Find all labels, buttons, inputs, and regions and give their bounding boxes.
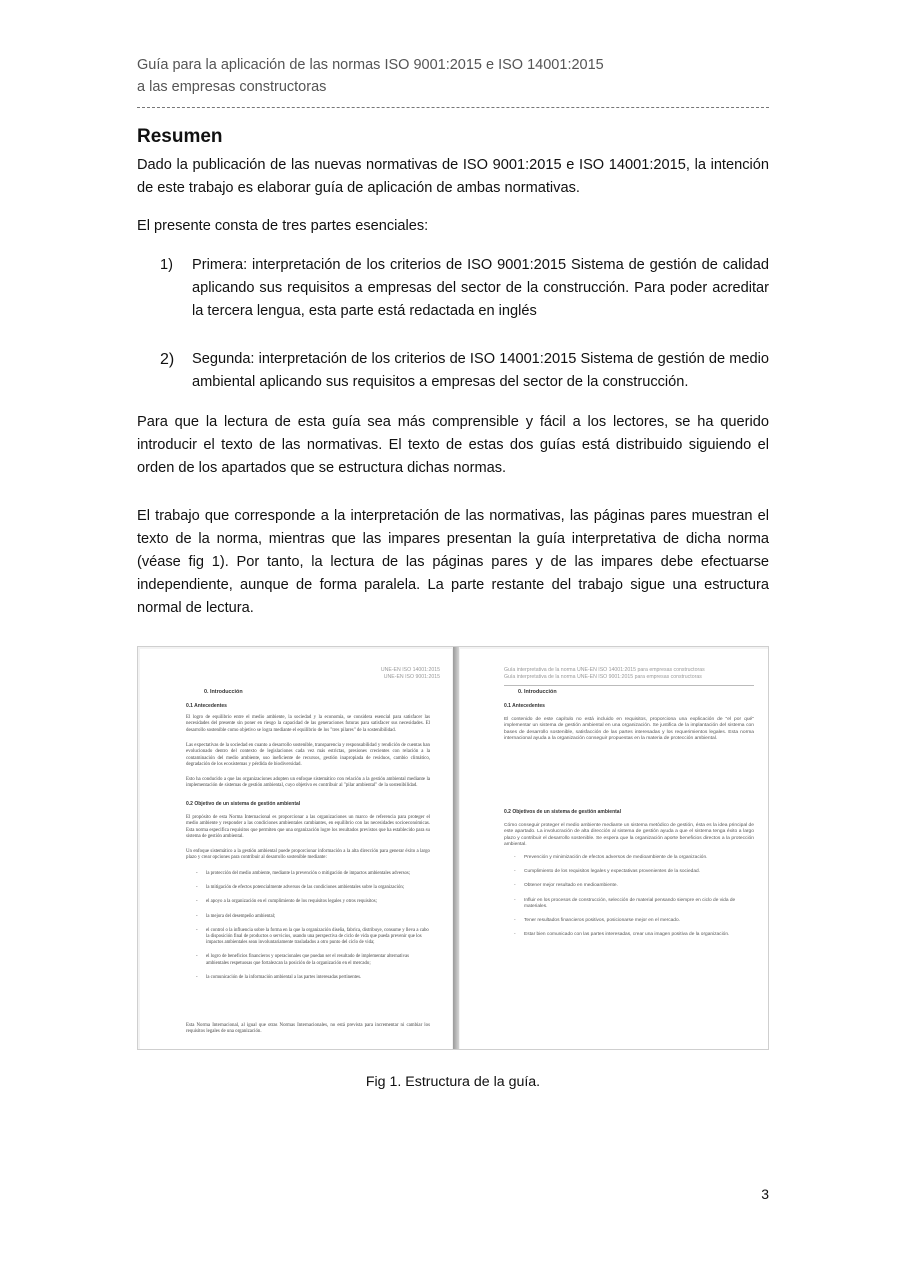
list-item xyxy=(160,348,769,394)
mini-paragraph: Un enfoque sistemático a la gestión ambiental puede proporcionar información a la alta dirección para generar éxito a largo plazo y crear opciones para contribuir al desarrollo sostenible mediante: xyxy=(186,849,430,861)
figure-spine xyxy=(453,647,459,1050)
mini-header: UNE-EN ISO 14001:2015 UNE-EN ISO 9001:2015 xyxy=(380,667,440,680)
list-item-number: 1) xyxy=(160,257,173,273)
mini-paragraph: Las expectativas de la sociedad en cuanto a desarrollo sostenible, transparencia y responsabilidad y rendición de cuentas han evolucionado dentro del contexto de legislaciones cada vez más estrictas, presiones crecientes con relación a la contaminación del medio ambiente, uso ineficiente de recursos, gestión inapropiada de residuos, cambio climático, degradación de los ecosistemas y pérdida de biodiversidad. xyxy=(186,743,430,768)
mini-divider xyxy=(504,685,754,686)
mini-paragraph: El contenido de este capítulo no está incluido en requisitos, proporciona una explicación de "el por qué" implementar un sistema de gestión ambiental en una organización. Se justifica de la implantación del sistema con bases de desarrollo sostenible, satisfacción de las partes interesadas y los requerimientos legales. Esta norma internacional ayuda a la organización conseguir propuestas en la materia de protección ambiental. xyxy=(504,717,754,742)
mini-bullet: - la mitigación de efectos potencialmente adversos de las condiciones ambientales sobre la organización; xyxy=(194,885,430,891)
list-item xyxy=(160,254,769,323)
page-number: 3 xyxy=(761,1186,769,1202)
mini-bullet: - el apoyo a la organización en el cumplimiento de los requisitos legales y otros requisitos; xyxy=(194,899,430,905)
section-title: Resumen xyxy=(137,126,223,147)
list-item-text: Primera: interpretación de los criterios de ISO 9001:2015 Sistema de gestión de calidad aplicando sus requisitos a empresas del sector de la construcción. Para poder acreditar la tercera lengua, esta parte está redactada en inglés xyxy=(192,257,769,319)
list-item-text: Segunda: interpretación de los criterios de ISO 14001:2015 Sistema de gestión de medio ambiental aplicando sus requisitos a empresas del sector de la construcción. xyxy=(192,351,769,390)
mini-bullet: - Estar bien comunicado con las partes interesadas, crear una imagen positiva de la organización. xyxy=(512,932,754,938)
mini-paragraph: Esta Norma Internacional, al igual que otras Normas Internacionales, no está prevista para incrementar ni cambiar los requisitos legales de una organización. xyxy=(186,1023,430,1035)
mini-bullet: - Prevención y minimización de efectos adversos de medioambiente de la organización. xyxy=(512,855,754,861)
mini-paragraph: El logro de equilibrio entre el medio ambiente, la sociedad y la economía, se considera esencial para satisfacer las necesidades del presente sin poner en riesgo la capacidad de las generaciones futuras para satisfacer sus necesidades. El desarrollo sostenible como objetivo se logra mediante el equilibrio de los "tres pilares" de la sostenibilidad. xyxy=(186,715,430,733)
header-line-1: Guía para la aplicación de las normas ISO 9001:2015 e ISO 14001:2015 xyxy=(137,57,604,73)
mini-paragraph: Cómo conseguir proteger el medio ambiente mediante un sistema metódico de gestión, ésta es la idea principal de este apartado. La involucración de alta dirección al sistema de gestión ayuda a que el sistema tenga éxito a largo plazo y contribuir el desarrollo sostenible. Se espera que la organización aporte beneficios directos a la protección ambiental. xyxy=(504,823,754,848)
mini-bullet: - Influir en los procesos de construcción, selección de material pensando siempre en ciclo de vida de materiales. xyxy=(512,898,754,910)
paragraph-reading: Para que la lectura de esta guía sea más comprensible y fácil a los lectores, se ha querido introducir el texto de las normativas. El texto de estas dos guías está distribuido siguiendo el orden de los apartados que se estructura dichas normas. xyxy=(137,414,769,476)
mini-bullet: - Cumplimiento de los requisitos legales y expectativas provenientes de la sociedad. xyxy=(512,869,754,875)
paragraph-parts: El presente consta de tres partes esenciales: xyxy=(137,218,429,234)
figure-left-page xyxy=(140,649,452,1049)
paragraph-structure: El trabajo que corresponde a la interpretación de las normativas, las páginas pares muestran el texto de la norma, mientras que las impares presentan la guía interpretativa de dicha norma (véase fig 1). Por tanto, la lectura de las páginas pares y de las impares debe efectuarse independiente, aunque de forma paralela. La parte restante del trabajo sigue una estructura normal de lectura. xyxy=(137,508,769,616)
figure-caption: Fig 1. Estructura de la guía. xyxy=(365,1074,541,1090)
mini-section-title: 0. Introducción xyxy=(518,689,557,695)
mini-bullet: - la protección del medio ambiente, mediante la prevención o mitigación de impactos ambientales adversos; xyxy=(194,871,430,877)
mini-bullet-list xyxy=(194,871,430,989)
paragraph-intro: Dado la publicación de las nuevas normativas de ISO 9001:2015 e ISO 14001:2015, la intención de este trabajo es elaborar guía de aplicación de ambas normativas. xyxy=(137,157,769,196)
running-header xyxy=(137,54,769,98)
mini-paragraph: El propósito de esta Norma Internacional es proporcionar a las organizaciones un marco de referencia para proteger el medio ambiente y responder a las condiciones ambientales cambiantes, en equilibrio con las necesidades socioeconómicas. Esta norma especifica requisitos que permiten que una organización logre los resultados previstos que ha establecido para su sistema de gestión ambiental. xyxy=(186,815,430,840)
mini-bullet-list xyxy=(512,855,754,946)
mini-header: Guía interpretativa de la norma UNE-EN ISO 14001:2015 para empresas constructoras Guía interpretativa de la norma UNE-EN ISO 9001:2015 para empresas constructoras xyxy=(504,667,705,680)
header-line-2: a las empresas constructoras xyxy=(137,79,327,95)
figure-guide-structure xyxy=(137,646,769,1050)
figure-right-page xyxy=(460,649,768,1049)
mini-subtitle: 0.2 Objetivos de un sistema de gestión ambiental xyxy=(504,809,621,815)
mini-bullet: - la comunicación de la información ambiental a las partes interesadas pertinentes. xyxy=(194,975,430,981)
mini-paragraph: Esto ha conducido a que las organizaciones adopten un enfoque sistemático con relación a la gestión ambiental mediante la implementación de sistemas de gestión ambiental, cuyo objetivo es contribuir al "pilar ambiental" de la sostenibilidad. xyxy=(186,777,430,789)
mini-bullet: - el logro de beneficios financieros y operacionales que puedan ser el resultado de implementar alternativas ambientales respetuosas que fortalezcan la posición de la organización en el mercado; xyxy=(194,954,430,966)
mini-section-title: 0. Introducción xyxy=(204,689,243,695)
mini-subtitle: 0.2 Objetivo de un sistema de gestión ambiental xyxy=(186,801,301,807)
mini-bullet: - el control o la influencia sobre la forma en la que la organización diseña, fabrica, distribuye, consume y lleva a cabo la disposición final de productos o servicios, usando una perspectiva de ciclo de vida que pueda prevenir que los impactos ambientales sean involuntariamente trasladados a otro punto del ciclo de vida; xyxy=(194,928,430,947)
mini-bullet: - Tener resultados financieros positivos, posicionarse mejor en el mercado. xyxy=(512,918,754,924)
mini-bullet: - la mejora del desempeño ambiental; xyxy=(194,914,430,920)
list-item-number: 2) xyxy=(160,351,175,368)
mini-subtitle: 0.1 Antecedentes xyxy=(504,703,545,709)
header-divider xyxy=(137,107,769,108)
mini-subtitle: 0.1 Antecedentes xyxy=(186,703,227,709)
mini-bullet: - Obtener mejor resultado en medioambiente. xyxy=(512,883,754,889)
